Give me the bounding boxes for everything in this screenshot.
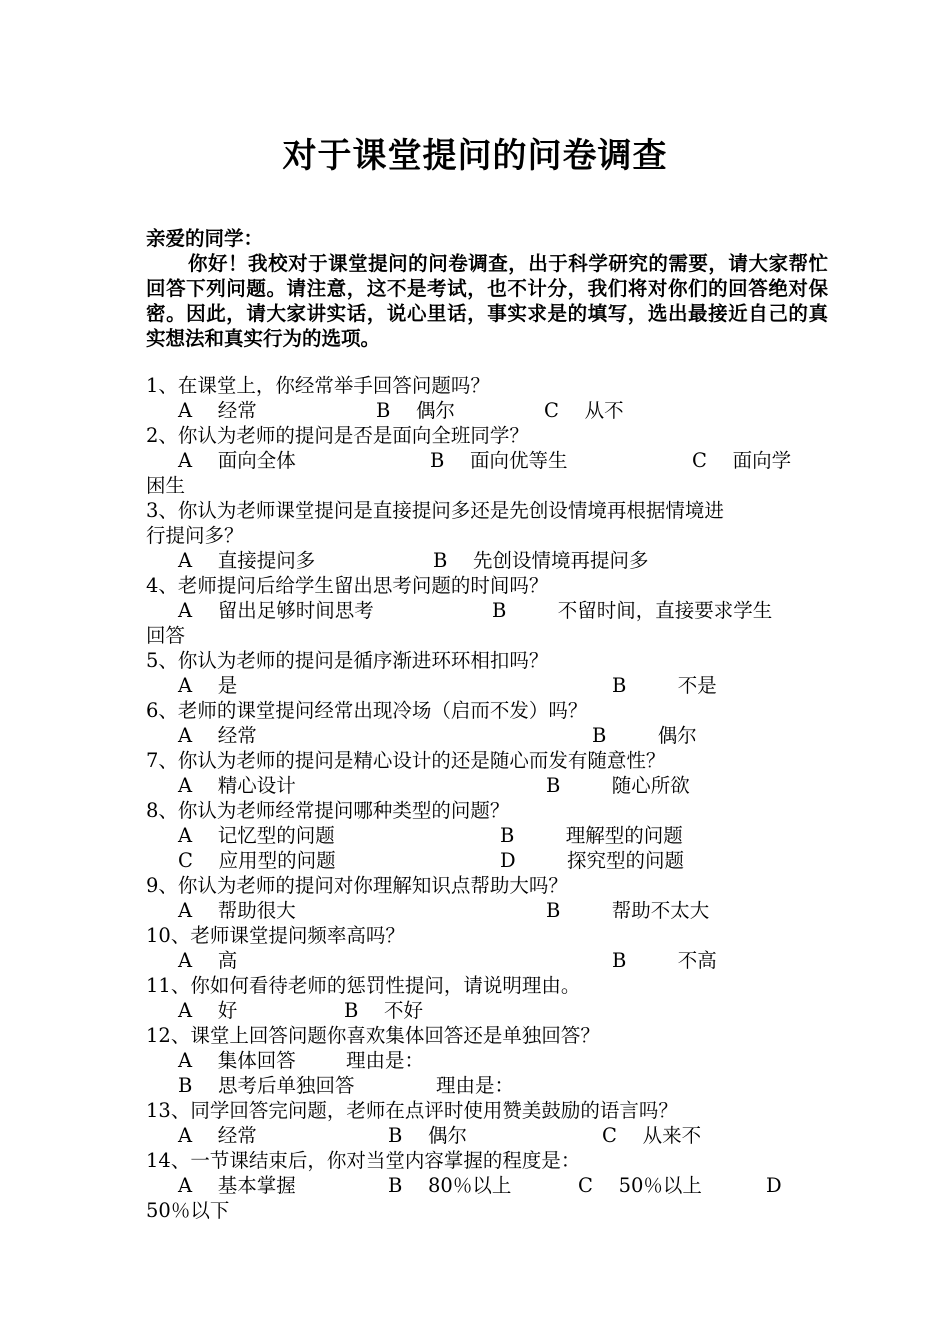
option-a: A 好 <box>178 999 238 1022</box>
question-4-options <box>146 598 828 623</box>
question-13: 13、同学回答完问题，老师在点评时使用赞美鼓励的语言吗？ <box>146 1099 678 1122</box>
question-4-option-b-continued: 回答 <box>146 624 186 647</box>
question-2-option-c-continued: 困生 <box>146 474 186 497</box>
option-a-reason-label: 理由是： <box>346 1049 425 1072</box>
option-c: C 从来不 <box>602 1124 702 1147</box>
document-title: 对于课堂提问的问卷调查 <box>282 136 668 176</box>
question-7: 7、你认为老师的提问是精心设计的还是随心而发有随意性？ <box>146 749 666 772</box>
question-5: 5、你认为老师的提问是循序渐进环环相扣吗？ <box>146 649 549 672</box>
option-b: B 不是 <box>612 674 717 697</box>
option-b: B 80％以上 <box>388 1174 512 1197</box>
intro-section <box>146 226 828 351</box>
question-9: 9、你认为老师的提问对你理解知识点帮助大吗？ <box>146 874 568 897</box>
option-b: B 帮助不太大 <box>546 899 710 922</box>
option-c: C 面向学 <box>692 449 792 472</box>
question-1-options <box>146 398 828 423</box>
question-11: 11、你如何看待老师的惩罚性提问，请说明理由。 <box>146 974 581 997</box>
option-c: C 应用型的问题 <box>178 849 336 872</box>
greeting: 亲爱的同学： <box>146 227 264 250</box>
intro-paragraph: 你好！我校对于课堂提问的问卷调查，出于科学研究的需要，请大家帮忙回答下列问题。请注意，这不是考试，也不计分，我们将对你们的回答绝对保密。因此，请大家讲实话，说心里话，事实求是的填写，选出最接近自己的真实想法和真实行为的选项。 <box>146 252 828 350</box>
option-b: B 面向优等生 <box>430 449 568 472</box>
option-d: D <box>766 1174 782 1197</box>
option-a: A 记忆型的问题 <box>178 824 335 847</box>
option-a: A 帮助很大 <box>178 899 296 922</box>
option-b: B 偶尔 <box>388 1124 468 1147</box>
question-13-options <box>146 1123 828 1148</box>
question-6-options <box>146 723 828 748</box>
option-a: A 留出足够时间思考 <box>178 599 374 622</box>
question-8: 8、你认为老师经常提问哪种类型的问题？ <box>146 799 510 822</box>
question-10: 10、老师课堂提问频率高吗？ <box>146 924 405 947</box>
question-6: 6、老师的课堂提问经常出现冷场（启而不发）吗？ <box>146 699 588 722</box>
option-b: B 思考后单独回答 <box>178 1074 355 1097</box>
option-c: C 50％以上 <box>578 1174 702 1197</box>
option-a: A 是 <box>178 674 238 697</box>
question-9-options <box>146 898 828 923</box>
option-b: B 理解型的问题 <box>500 824 683 847</box>
option-b: B 不留时间，直接要求学生 <box>492 599 773 622</box>
question-2-options <box>146 448 828 473</box>
question-3: 3、你认为老师课堂提问是直接提问多还是先创设情境再根据情境进 <box>146 499 724 522</box>
question-2: 2、你认为老师的提问是否是面向全班同学？ <box>146 424 529 447</box>
question-14-option-d-continued: 50％以下 <box>146 1199 230 1222</box>
question-10-options <box>146 948 828 973</box>
option-d: D 探究型的问题 <box>500 849 685 872</box>
option-a: A 经常 <box>178 724 257 747</box>
question-4: 4、老师提问后给学生留出思考问题的时间吗？ <box>146 574 549 597</box>
question-11-options <box>146 998 828 1023</box>
option-a: A 经常 <box>178 1124 257 1147</box>
option-a: A 面向全体 <box>178 449 296 472</box>
option-b: B 偶尔 <box>376 399 456 422</box>
option-a: A 高 <box>178 949 238 972</box>
question-14-options <box>146 1173 828 1198</box>
option-a: A 经常 <box>178 399 257 422</box>
question-3-continued: 行提问多？ <box>146 524 244 547</box>
option-b: B 不高 <box>612 949 717 972</box>
question-list <box>146 373 828 1223</box>
question-5-options <box>146 673 828 698</box>
option-a: A 集体回答 <box>178 1049 296 1072</box>
question-3-options <box>146 548 828 573</box>
option-a: A 直接提问多 <box>178 549 316 572</box>
option-b-reason-label: 理由是： <box>436 1074 515 1097</box>
option-b: B 先创设情境再提问多 <box>433 549 649 572</box>
question-1: 1、在课堂上，你经常举手回答问题吗？ <box>146 374 490 397</box>
option-b: B 偶尔 <box>592 724 697 747</box>
question-12-options <box>146 1048 828 1073</box>
option-b: B 随心所欲 <box>546 774 690 797</box>
question-8-options <box>146 823 828 848</box>
option-b: B 不好 <box>344 999 424 1022</box>
option-c: C 从不 <box>544 399 624 422</box>
question-12: 12、课堂上回答问题你喜欢集体回答还是单独回答？ <box>146 1024 600 1047</box>
question-14: 14、一节课结束后，你对当堂内容掌握的程度是： <box>146 1149 581 1172</box>
option-a: A 精心设计 <box>178 774 296 797</box>
question-8-options-row-2 <box>146 848 828 873</box>
question-7-options <box>146 773 828 798</box>
question-12-options-row-2 <box>146 1073 828 1098</box>
option-a: A 基本掌握 <box>178 1174 296 1197</box>
